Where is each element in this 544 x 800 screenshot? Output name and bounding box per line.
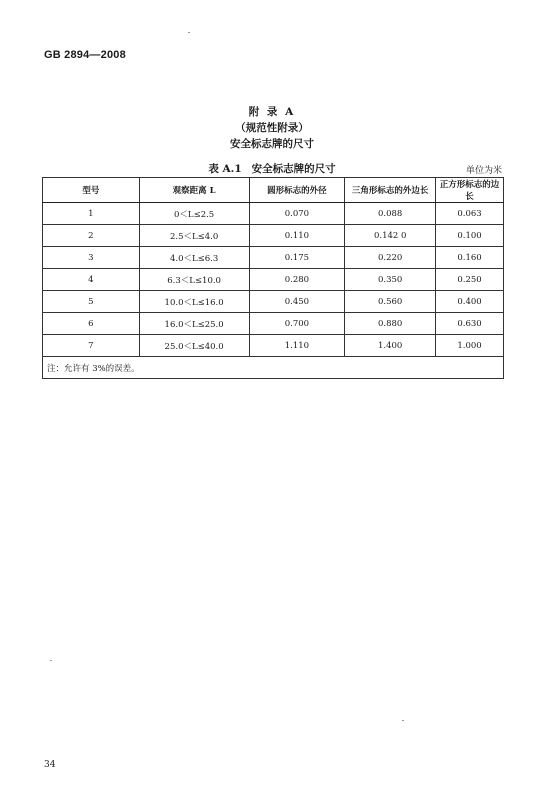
cell-distance: 0＜L≤2.5 xyxy=(139,203,249,225)
cell-circle: 0.175 xyxy=(249,247,345,269)
table-row xyxy=(43,335,504,357)
sign-size-table xyxy=(42,177,504,379)
unit-note: 单位为米 xyxy=(465,166,502,176)
cell-circle: 0.700 xyxy=(249,313,345,335)
cell-model: 2 xyxy=(43,225,140,247)
cell-triangle: 0.350 xyxy=(345,269,436,291)
scan-speck xyxy=(402,720,404,721)
cell-circle: 0.070 xyxy=(249,203,345,225)
cell-distance: 10.0＜L≤16.0 xyxy=(139,291,249,313)
cell-square: 0.630 xyxy=(436,313,504,335)
cell-square: 0.100 xyxy=(436,225,504,247)
cell-triangle: 0.088 xyxy=(345,203,436,225)
table-row xyxy=(43,269,504,291)
appendix-title: 附 录 A xyxy=(248,106,296,118)
cell-model: 3 xyxy=(43,247,140,269)
cell-triangle: 0.142 0 xyxy=(345,225,436,247)
cell-model: 6 xyxy=(43,313,140,335)
scan-speck xyxy=(50,660,52,661)
table-header-row xyxy=(43,178,504,203)
standard-code: GB 2894—2008 xyxy=(44,49,126,61)
table-row xyxy=(43,225,504,247)
column-header-circle-diameter: 圆形标志的外径 xyxy=(249,178,345,203)
appendix-subtitle: （规范性附录） xyxy=(235,122,309,134)
scan-speck xyxy=(188,32,190,33)
table-note-row xyxy=(43,357,504,379)
cell-square: 1.000 xyxy=(436,335,504,357)
table-row xyxy=(43,203,504,225)
cell-distance: 2.5＜L≤4.0 xyxy=(139,225,249,247)
cell-distance: 16.0＜L≤25.0 xyxy=(139,313,249,335)
cell-model: 7 xyxy=(43,335,140,357)
table-row xyxy=(43,291,504,313)
column-header-triangle-side: 三角形标志的外边长 xyxy=(345,178,436,203)
cell-distance: 6.3＜L≤10.0 xyxy=(139,269,249,291)
column-header-distance: 观察距离 L xyxy=(139,178,249,203)
cell-triangle: 0.560 xyxy=(345,291,436,313)
column-header-model: 型号 xyxy=(43,178,140,203)
cell-circle: 0.110 xyxy=(249,225,345,247)
cell-square: 0.160 xyxy=(436,247,504,269)
table-caption-title: 安全标志牌的尺寸 xyxy=(251,163,336,175)
cell-triangle: 0.880 xyxy=(345,313,436,335)
cell-distance: 4.0＜L≤6.3 xyxy=(139,247,249,269)
cell-model: 5 xyxy=(43,291,140,313)
table-note: 注：允许有 3%的误差。 xyxy=(43,357,504,379)
page-number: 34 xyxy=(44,760,56,770)
column-header-square-side: 正方形标志的边长 xyxy=(436,178,504,203)
cell-square: 0.063 xyxy=(436,203,504,225)
cell-square: 0.400 xyxy=(436,291,504,313)
table-caption xyxy=(0,161,544,176)
table-row xyxy=(43,247,504,269)
cell-circle: 0.280 xyxy=(249,269,345,291)
cell-circle: 0.450 xyxy=(249,291,345,313)
cell-triangle: 1.400 xyxy=(345,335,436,357)
table-row xyxy=(43,313,504,335)
appendix-heading: 安全标志牌的尺寸 xyxy=(230,138,314,150)
cell-model: 4 xyxy=(43,269,140,291)
cell-square: 0.250 xyxy=(436,269,504,291)
cell-distance: 25.0＜L≤40.0 xyxy=(139,335,249,357)
cell-circle: 1.110 xyxy=(249,335,345,357)
cell-triangle: 0.220 xyxy=(345,247,436,269)
cell-model: 1 xyxy=(43,203,140,225)
table-caption-label: 表 A.1 xyxy=(208,163,242,175)
